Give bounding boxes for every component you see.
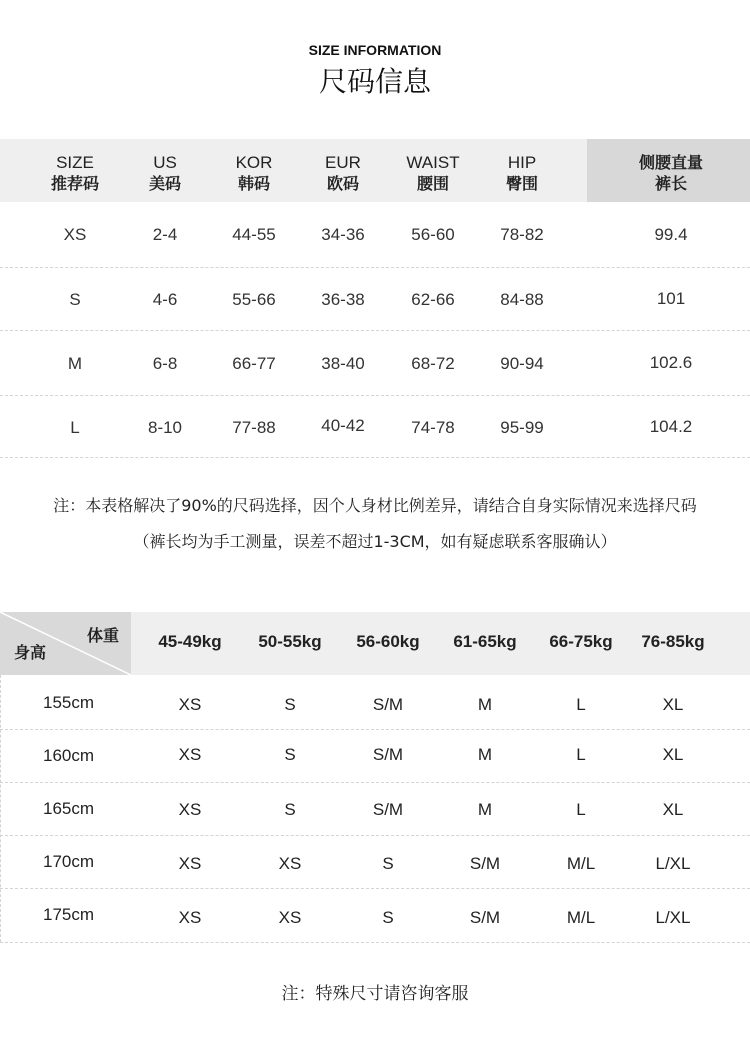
header-hip-cn: 臀围 xyxy=(505,174,538,193)
table-cell: S xyxy=(284,745,296,764)
row-divider xyxy=(0,267,750,268)
header-length-line1: 侧腰直量 xyxy=(638,153,703,172)
header-kor-en: KOR xyxy=(235,153,273,172)
header-kor-cn: 韩码 xyxy=(237,174,270,193)
table-cell: S xyxy=(382,854,394,873)
table-cell: 74-78 xyxy=(411,418,455,437)
table-cell: S xyxy=(284,800,296,819)
table-cell: 77-88 xyxy=(232,418,276,437)
table-cell: XL xyxy=(662,745,684,764)
header-waist-cn: 腰围 xyxy=(416,174,449,193)
table-cell: 6-8 xyxy=(152,354,178,373)
table-cell: 95-99 xyxy=(500,418,544,437)
table-cell: XL xyxy=(662,800,684,819)
table-cell: L xyxy=(576,800,586,819)
table-cell: L xyxy=(576,745,586,764)
table-cell: XS xyxy=(178,695,202,714)
corner-weight-label: 体重 xyxy=(86,626,119,645)
table-cell: 102.6 xyxy=(649,353,693,372)
table-cell: S/M xyxy=(372,800,404,819)
table-cell: L xyxy=(70,418,80,437)
table-cell: S/M xyxy=(469,908,501,927)
table-cell: M xyxy=(477,695,493,714)
table-cell: S xyxy=(382,908,394,927)
table-cell: M xyxy=(477,745,493,764)
weight-header: 50-55kg xyxy=(258,632,322,651)
table-cell: 66-77 xyxy=(232,354,276,373)
table-cell: 38-40 xyxy=(321,354,365,373)
table-cell: 68-72 xyxy=(411,354,455,373)
row-divider xyxy=(0,782,750,783)
header-hip xyxy=(482,152,562,194)
weight-header: 45-49kg xyxy=(158,632,222,651)
table-cell: 62-66 xyxy=(411,290,455,309)
row-divider xyxy=(0,330,750,331)
row-divider xyxy=(0,942,750,943)
header-size-en: SIZE xyxy=(56,153,94,172)
height-label: 155cm xyxy=(42,693,95,712)
table-cell: 2-4 xyxy=(152,225,178,244)
table-cell: S/M xyxy=(372,695,404,714)
header-us xyxy=(125,152,205,194)
table-cell: 78-82 xyxy=(500,225,544,244)
header-kor xyxy=(214,152,294,194)
table-cell: XS xyxy=(178,854,202,873)
row-divider xyxy=(0,395,750,396)
row-divider xyxy=(0,888,750,889)
table-cell: XS xyxy=(178,800,202,819)
page-title: 尺码信息 xyxy=(318,65,431,98)
row-divider xyxy=(0,729,750,730)
table-cell: 4-6 xyxy=(152,290,178,309)
corner-height-label: 身高 xyxy=(14,643,47,662)
header-length xyxy=(611,152,731,194)
table-cell: 55-66 xyxy=(232,290,276,309)
row-divider xyxy=(0,457,750,458)
table-cell: S/M xyxy=(372,745,404,764)
table-cell: M xyxy=(477,800,493,819)
table-cell: 40-42 xyxy=(321,416,365,435)
table-cell: XL xyxy=(662,695,684,714)
table-cell: 104.2 xyxy=(649,417,693,436)
table-cell: 99.4 xyxy=(654,225,688,244)
header-hip-en: HIP xyxy=(507,153,537,172)
header-length-line2: 裤长 xyxy=(654,174,687,193)
table-cell: S xyxy=(69,290,81,309)
table-cell: 36-38 xyxy=(321,290,365,309)
height-label: 170cm xyxy=(42,852,95,871)
table-cell: M/L xyxy=(566,854,596,873)
header-eur-cn: 欧码 xyxy=(326,174,359,193)
height-label: 160cm xyxy=(42,746,95,765)
height-label: 175cm xyxy=(42,905,95,924)
table-cell: L xyxy=(576,695,586,714)
table-cell: 44-55 xyxy=(232,225,276,244)
header-us-en: US xyxy=(153,153,177,172)
table-cell: 56-60 xyxy=(411,225,455,244)
header-size xyxy=(35,152,115,194)
fit-table-corner xyxy=(0,612,131,675)
weight-header: 76-85kg xyxy=(641,632,705,651)
height-label: 165cm xyxy=(42,799,95,818)
special-size-note: 注：特殊尺寸请咨询客服 xyxy=(281,984,469,1004)
header-waist-en: WAIST xyxy=(406,153,460,172)
table-cell: M xyxy=(67,354,83,373)
weight-header: 66-75kg xyxy=(549,632,613,651)
table-cell: 90-94 xyxy=(500,354,544,373)
measure-note: （裤长均为手工测量，误差不超过1-3CM，如有疑虑联系客服确认） xyxy=(133,532,617,551)
table-cell: L/XL xyxy=(655,908,691,927)
table-cell: XS xyxy=(63,225,87,244)
header-size-cn: 推荐码 xyxy=(50,174,99,193)
title-en: SIZE INFORMATION xyxy=(308,42,442,58)
size-note: 注：本表格解决了90%的尺码选择，因个人身材比例差异，请结合自身实际情况来选择尺码 xyxy=(53,496,697,515)
weight-header: 56-60kg xyxy=(356,632,420,651)
table-cell: 84-88 xyxy=(500,290,544,309)
weight-header: 61-65kg xyxy=(453,632,517,651)
header-waist xyxy=(393,152,473,194)
table-cell: XS xyxy=(178,745,202,764)
table-cell: 34-36 xyxy=(321,225,365,244)
table-cell: S/M xyxy=(469,854,501,873)
table-cell: XS xyxy=(278,908,302,927)
header-eur-en: EUR xyxy=(325,153,361,172)
table-cell: M/L xyxy=(566,908,596,927)
header-eur xyxy=(303,152,383,194)
table-cell: 101 xyxy=(656,289,686,308)
table-cell: XS xyxy=(278,854,302,873)
table-cell: XS xyxy=(178,908,202,927)
header-us-cn: 美码 xyxy=(148,174,181,193)
table-cell: 8-10 xyxy=(147,418,183,437)
row-divider xyxy=(0,835,750,836)
table-cell: S xyxy=(284,695,296,714)
table-cell: L/XL xyxy=(655,854,691,873)
